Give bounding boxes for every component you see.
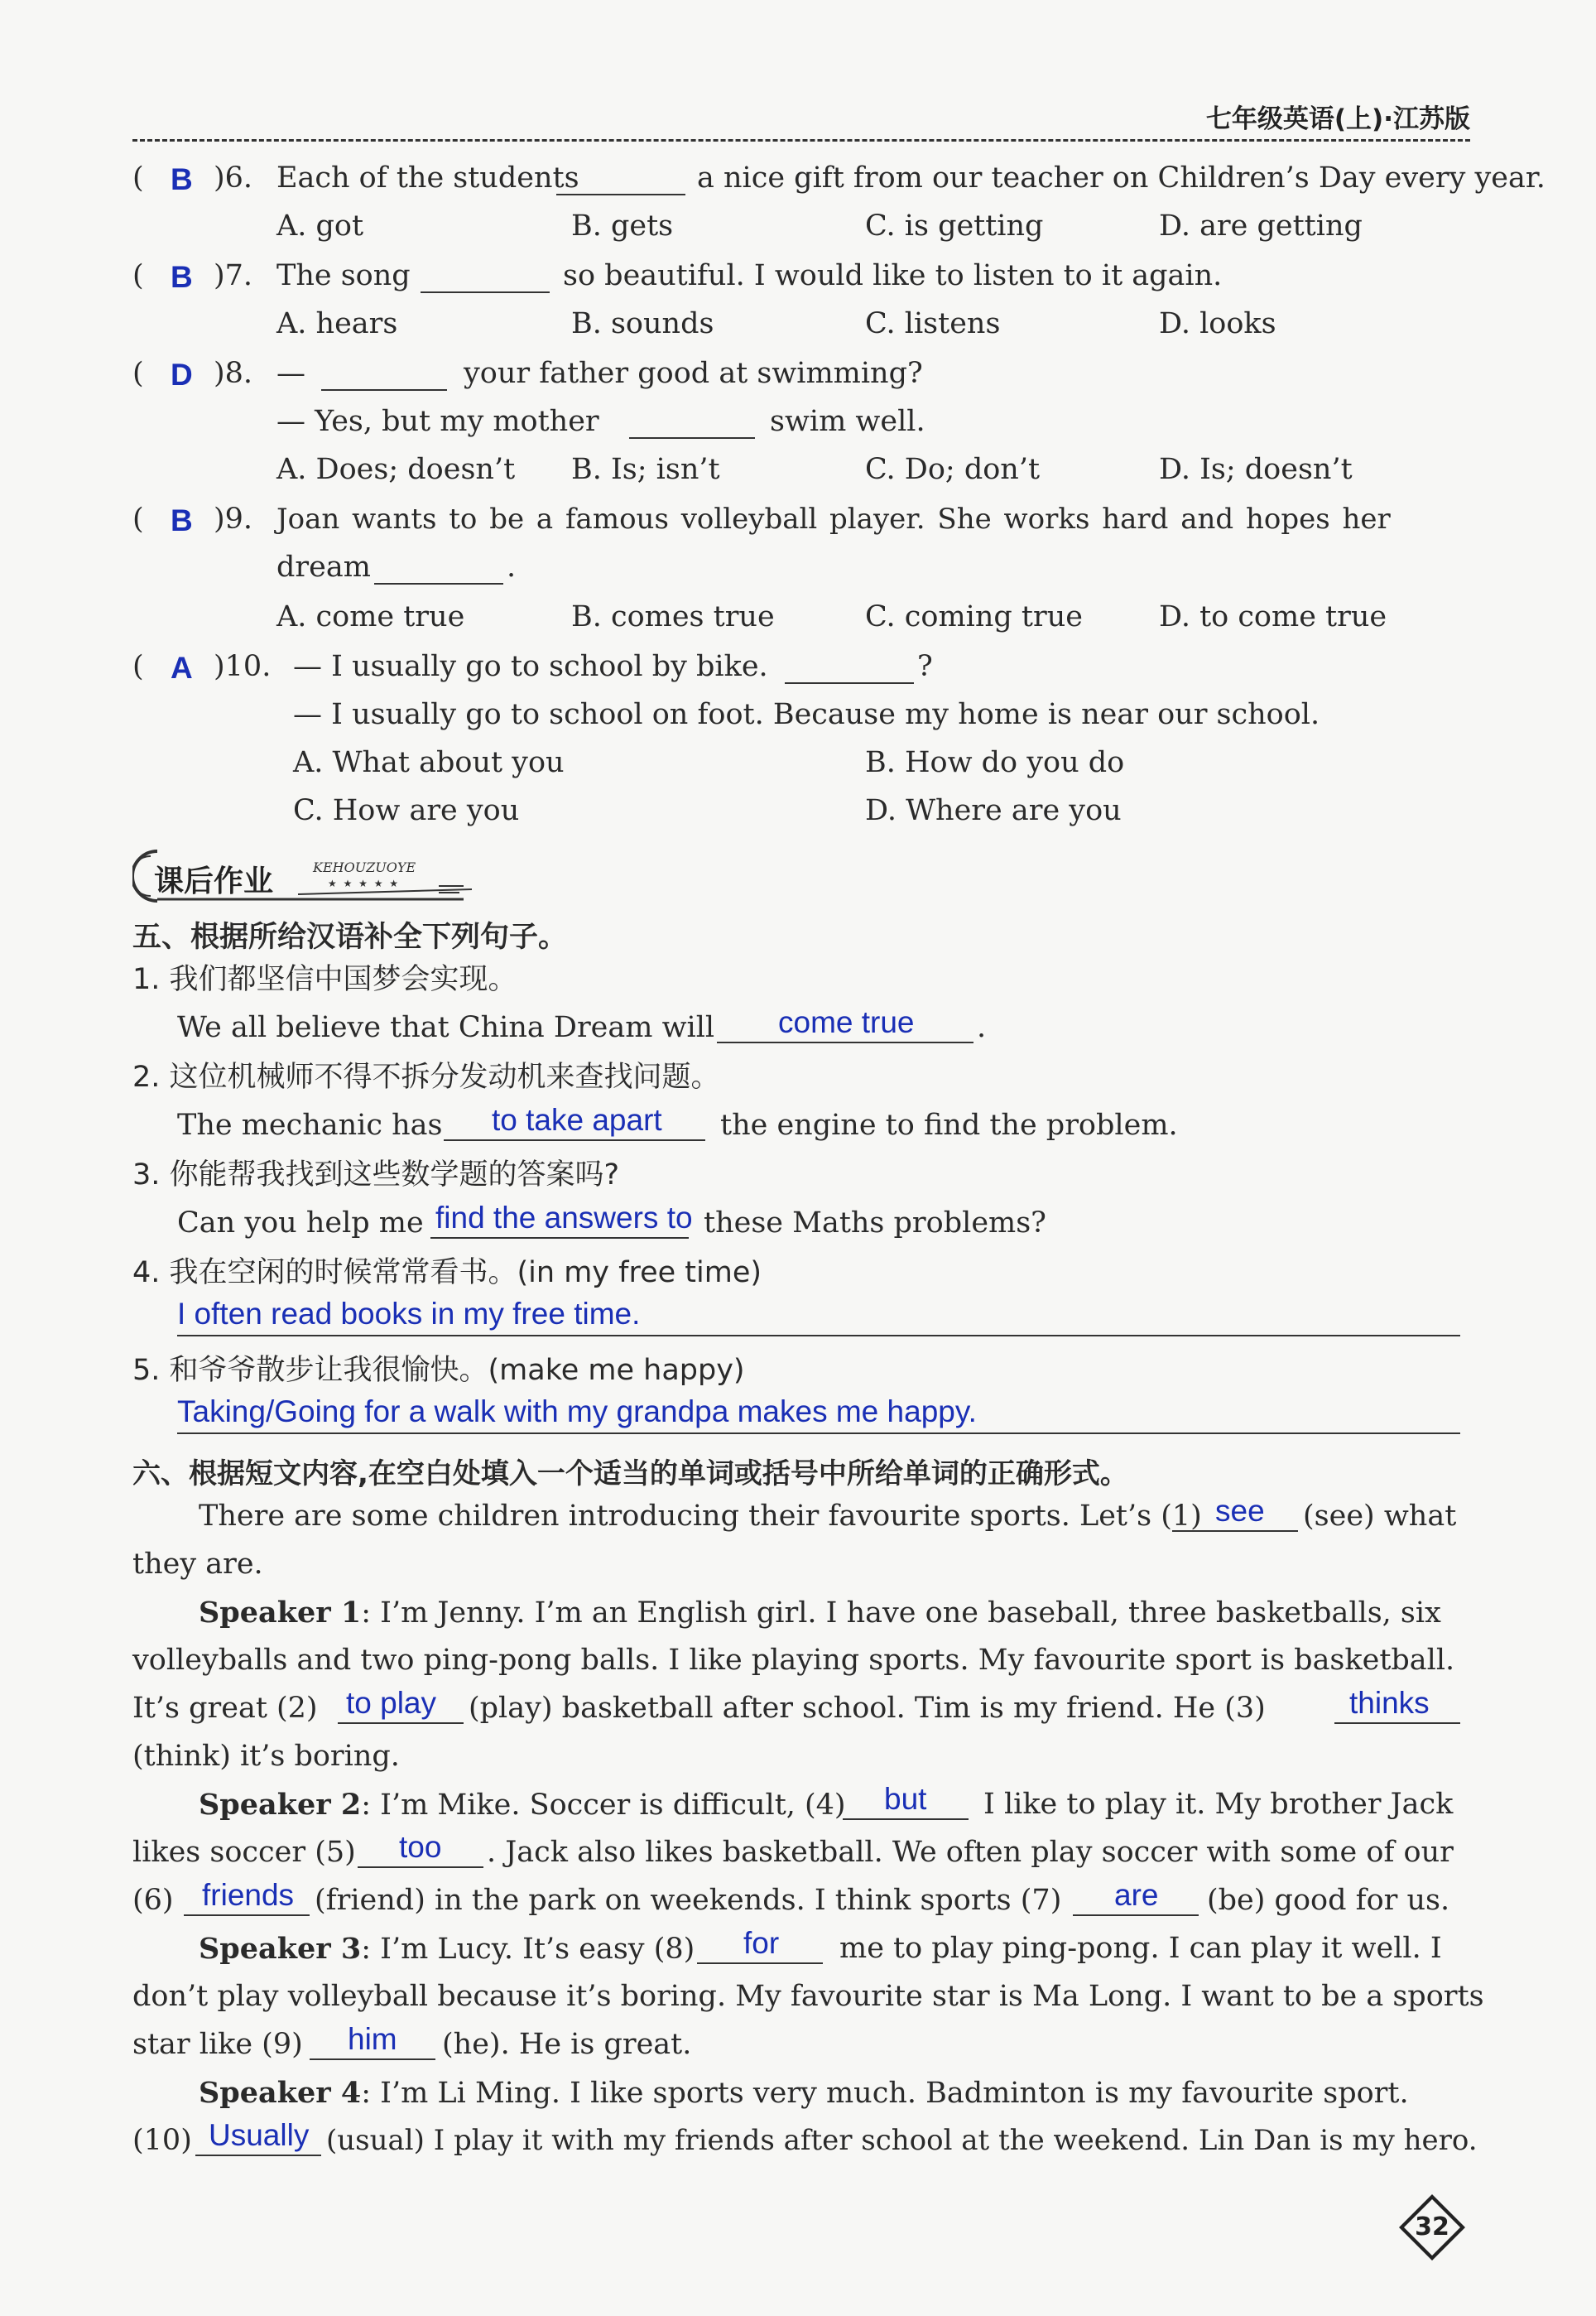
s6-answer-4[interactable]: but bbox=[884, 1782, 927, 1816]
s5-item2-en-a: The mechanic has bbox=[177, 1109, 443, 1142]
blank-line bbox=[629, 437, 755, 439]
section5-title: 五、根据所给汉语补全下列句子。 bbox=[132, 921, 568, 954]
blank-line bbox=[421, 291, 550, 293]
mc-option-6b: B. gets bbox=[571, 209, 674, 243]
s6-answer-3[interactable]: thinks bbox=[1349, 1686, 1430, 1720]
mc-stem-6a: Each of the students bbox=[276, 161, 579, 195]
blank-line bbox=[338, 1722, 464, 1724]
badge-pinyin: KEHOUZUOYE bbox=[313, 859, 416, 875]
mc-number-10: )10. bbox=[214, 650, 272, 683]
speaker1-line3a: It’s great (2) bbox=[132, 1692, 318, 1725]
s5-item2-answer[interactable]: to take apart bbox=[492, 1103, 662, 1137]
mc-number-7: )7. bbox=[214, 259, 253, 292]
mc-option-7a: A. hears bbox=[276, 307, 398, 340]
mc-line-8b: swim well. bbox=[770, 405, 925, 438]
page-number-badge bbox=[1397, 2193, 1467, 2262]
mc-option-7c: C. listens bbox=[865, 307, 1001, 340]
mc-line-10a: — I usually go to school on foot. Because my home is near our school. bbox=[293, 698, 1320, 731]
s6-intro-b: (see) what bbox=[1303, 1500, 1457, 1533]
mc-stem-10b: ? bbox=[917, 650, 933, 683]
mc-stem-8b: your father good at swimming? bbox=[464, 357, 923, 390]
s6-intro-c: they are. bbox=[132, 1548, 263, 1581]
answer-line bbox=[177, 1432, 1460, 1434]
section6-title: 六、根据短文内容,在空白处填入一个适当的单词或括号中所给单词的正确形式。 bbox=[132, 1457, 1128, 1490]
blank-line bbox=[717, 1042, 973, 1043]
speaker3-label: Speaker 3 bbox=[199, 1932, 362, 1966]
s6-answer-1[interactable]: see bbox=[1215, 1494, 1265, 1528]
speaker2-line2b: . Jack also likes basketball. We often play soccer with some of our bbox=[487, 1836, 1454, 1869]
blank-line bbox=[1073, 1914, 1199, 1916]
s5-item3-cn: 3. 你能帮我找到这些数学题的答案吗? bbox=[132, 1158, 620, 1192]
mc-option-10a: A. What about you bbox=[293, 746, 565, 779]
mc-number-9: )9. bbox=[214, 503, 253, 536]
s5-item1-en-a: We all believe that China Dream will bbox=[177, 1011, 715, 1044]
speaker1-line3b: (play) basketball after school. Tim is my friend. He (3) bbox=[469, 1692, 1266, 1725]
mc-line-9a: dream bbox=[276, 551, 371, 584]
speaker2-label: Speaker 2 bbox=[199, 1788, 362, 1822]
s5-item5-answer[interactable]: Taking/Going for a walk with my grandpa makes me happy. bbox=[177, 1394, 977, 1428]
mc-option-8b: B. Is; isn’t bbox=[571, 453, 720, 486]
mc-option-9c: C. coming true bbox=[865, 600, 1083, 633]
speaker2-line1a bbox=[199, 1790, 846, 1820]
speaker1-line1 bbox=[199, 1598, 1441, 1628]
speaker2-line1b: I like to play it. My brother Jack bbox=[983, 1788, 1454, 1821]
speaker4-label: Speaker 4 bbox=[199, 2076, 362, 2110]
mc-option-7b: B. sounds bbox=[571, 307, 714, 340]
mc-option-8a: A. Does; doesn’t bbox=[276, 453, 516, 486]
speaker3-line2: don’t play volleyball because it’s boring. My favourite star is Ma Long. I want to be a sports bbox=[132, 1980, 1484, 2013]
mc-answer-8[interactable]: D bbox=[171, 358, 193, 392]
speaker3-line3a: star like (9) bbox=[132, 2028, 303, 2061]
blank-line bbox=[843, 1818, 969, 1820]
mc-stem-7a: The song bbox=[276, 259, 411, 292]
s5-item1-answer[interactable]: come true bbox=[778, 1005, 915, 1039]
speaker2-line2a: likes soccer (5) bbox=[132, 1836, 356, 1869]
mc-option-9a: A. come true bbox=[276, 600, 465, 633]
page-header-title: 七年级英语(上)·江苏版 bbox=[1205, 104, 1470, 134]
mc-option-10b: B. How do you do bbox=[865, 746, 1125, 779]
mc-stem-6b: a nice gift from our teacher on Children’s Day every year. bbox=[697, 161, 1546, 195]
blank-line bbox=[184, 1914, 310, 1916]
paren-open: ( bbox=[132, 503, 144, 536]
speaker2-line3b: (friend) in the park on weekends. I think sports (7) bbox=[315, 1884, 1062, 1917]
mc-option-6c: C. is getting bbox=[865, 209, 1044, 243]
s6-answer-5[interactable]: too bbox=[399, 1830, 442, 1864]
speaker4-line1 bbox=[199, 2078, 1409, 2108]
blank-line bbox=[697, 1962, 823, 1964]
speaker4-text-a: : I’m Li Ming. I like sports very much. Badminton is my favourite sport. bbox=[361, 2077, 1409, 2110]
s5-item1-en-b: . bbox=[977, 1011, 987, 1044]
mc-answer-10[interactable]: A bbox=[171, 651, 193, 685]
speaker3-line1a bbox=[199, 1934, 695, 1964]
mc-stem-10a: — I usually go to school by bike. bbox=[293, 650, 768, 683]
s6-answer-8[interactable]: for bbox=[743, 1926, 780, 1960]
speaker2-line3c: (be) good for us. bbox=[1207, 1884, 1450, 1917]
speaker1-line4: (think) it’s boring. bbox=[132, 1740, 400, 1773]
badge-title: 课后作业 bbox=[154, 864, 274, 898]
paren-open: ( bbox=[132, 650, 144, 683]
mc-option-6a: A. got bbox=[276, 209, 364, 243]
s6-answer-9[interactable]: him bbox=[348, 2022, 397, 2056]
mc-option-7d: D. looks bbox=[1159, 307, 1276, 340]
speaker4-line2a: (10) bbox=[132, 2124, 192, 2157]
mc-option-10d: D. Where are you bbox=[865, 794, 1122, 827]
blank-line bbox=[430, 1237, 689, 1239]
blank-line bbox=[195, 2155, 321, 2156]
speaker1-text-a: : I’m Jenny. I’m an English girl. I have one baseball, three basketballs, six bbox=[361, 1596, 1441, 1630]
mc-option-10c: C. How are you bbox=[293, 794, 520, 827]
s6-answer-10[interactable]: Usually bbox=[209, 2118, 310, 2152]
blank-line bbox=[310, 2058, 435, 2060]
s6-answer-2[interactable]: to play bbox=[346, 1686, 437, 1720]
s5-item3-answer[interactable]: find the answers to bbox=[435, 1201, 693, 1235]
speaker3-text-a: : I’m Lucy. It’s easy (8) bbox=[361, 1933, 695, 1966]
mc-answer-6[interactable]: B bbox=[171, 162, 193, 196]
speaker4-line2b: (usual) I play it with my friends after school at the weekend. Lin Dan is my hero. bbox=[326, 2124, 1478, 2157]
mc-answer-7[interactable]: B bbox=[171, 260, 193, 294]
speaker3-line3b: (he). He is great. bbox=[442, 2028, 692, 2061]
mc-number-6: )6. bbox=[214, 161, 253, 195]
s5-item4-answer[interactable]: I often read books in my free time. bbox=[177, 1297, 641, 1331]
mc-option-8d: D. Is; doesn’t bbox=[1159, 453, 1353, 486]
speaker1-line2: volleyballs and two ping-pong balls. I like playing sports. My favourite sport is basketball. bbox=[132, 1644, 1455, 1677]
speaker1-label: Speaker 1 bbox=[199, 1596, 362, 1630]
speaker2-line3a: (6) bbox=[132, 1884, 174, 1917]
blank-line bbox=[321, 389, 447, 391]
mc-line-8a: — Yes, but my mother bbox=[276, 405, 599, 438]
badge-stars: ★ ★ ★ ★ ★ bbox=[328, 878, 401, 889]
answer-line bbox=[177, 1335, 1460, 1336]
page-number: 32 bbox=[1415, 2212, 1449, 2241]
mc-stem-8a: — bbox=[276, 357, 305, 390]
blank-line bbox=[1172, 1530, 1298, 1532]
paren-open: ( bbox=[132, 161, 144, 195]
blank-line bbox=[374, 583, 503, 585]
mc-answer-9[interactable]: B bbox=[171, 503, 193, 537]
s6-intro-a: There are some children introducing their favourite sports. Let’s (1) bbox=[199, 1500, 1202, 1533]
s6-answer-7[interactable]: are bbox=[1114, 1878, 1159, 1912]
mc-stem-7b: so beautiful. I would like to listen to it again. bbox=[563, 259, 1223, 292]
s5-item2-cn: 2. 这位机械师不得不拆分发动机来查找问题。 bbox=[132, 1061, 720, 1094]
mc-line-9b: . bbox=[507, 551, 517, 584]
blank-line bbox=[444, 1139, 705, 1141]
blank-line bbox=[1334, 1722, 1460, 1724]
blank-line bbox=[785, 682, 914, 684]
mc-option-9d: D. to come true bbox=[1159, 600, 1387, 633]
mc-option-6d: D. are getting bbox=[1159, 209, 1363, 243]
mc-option-9b: B. comes true bbox=[571, 600, 775, 633]
s5-item3-en-b: these Maths problems? bbox=[704, 1206, 1046, 1240]
header-divider bbox=[132, 139, 1470, 142]
paren-open: ( bbox=[132, 357, 144, 390]
paren-open: ( bbox=[132, 259, 144, 292]
homework-badge bbox=[132, 846, 497, 904]
mc-option-8c: C. Do; don’t bbox=[865, 453, 1041, 486]
s5-item4-cn: 4. 我在空闲的时候常常看书。(in my free time) bbox=[132, 1256, 762, 1289]
blank-line bbox=[556, 194, 685, 195]
mc-stem-9a: Joan wants to be a famous volleyball player. She works hard and hopes her bbox=[276, 503, 1391, 536]
speaker2-text-a: : I’m Mike. Soccer is difficult, (4) bbox=[361, 1789, 846, 1822]
s5-item2-en-b: the engine to find the problem. bbox=[720, 1109, 1178, 1142]
blank-line bbox=[358, 1866, 483, 1868]
s5-item1-cn: 1. 我们都坚信中国梦会实现。 bbox=[132, 963, 517, 996]
speaker3-line1b: me to play ping-pong. I can play it well. I bbox=[839, 1932, 1442, 1965]
s5-item5-cn: 5. 和爷爷散步让我很愉快。(make me happy) bbox=[132, 1354, 745, 1387]
mc-number-8: )8. bbox=[214, 357, 253, 390]
s6-answer-6[interactable]: friends bbox=[202, 1878, 295, 1912]
s5-item3-en-a: Can you help me bbox=[177, 1206, 424, 1240]
